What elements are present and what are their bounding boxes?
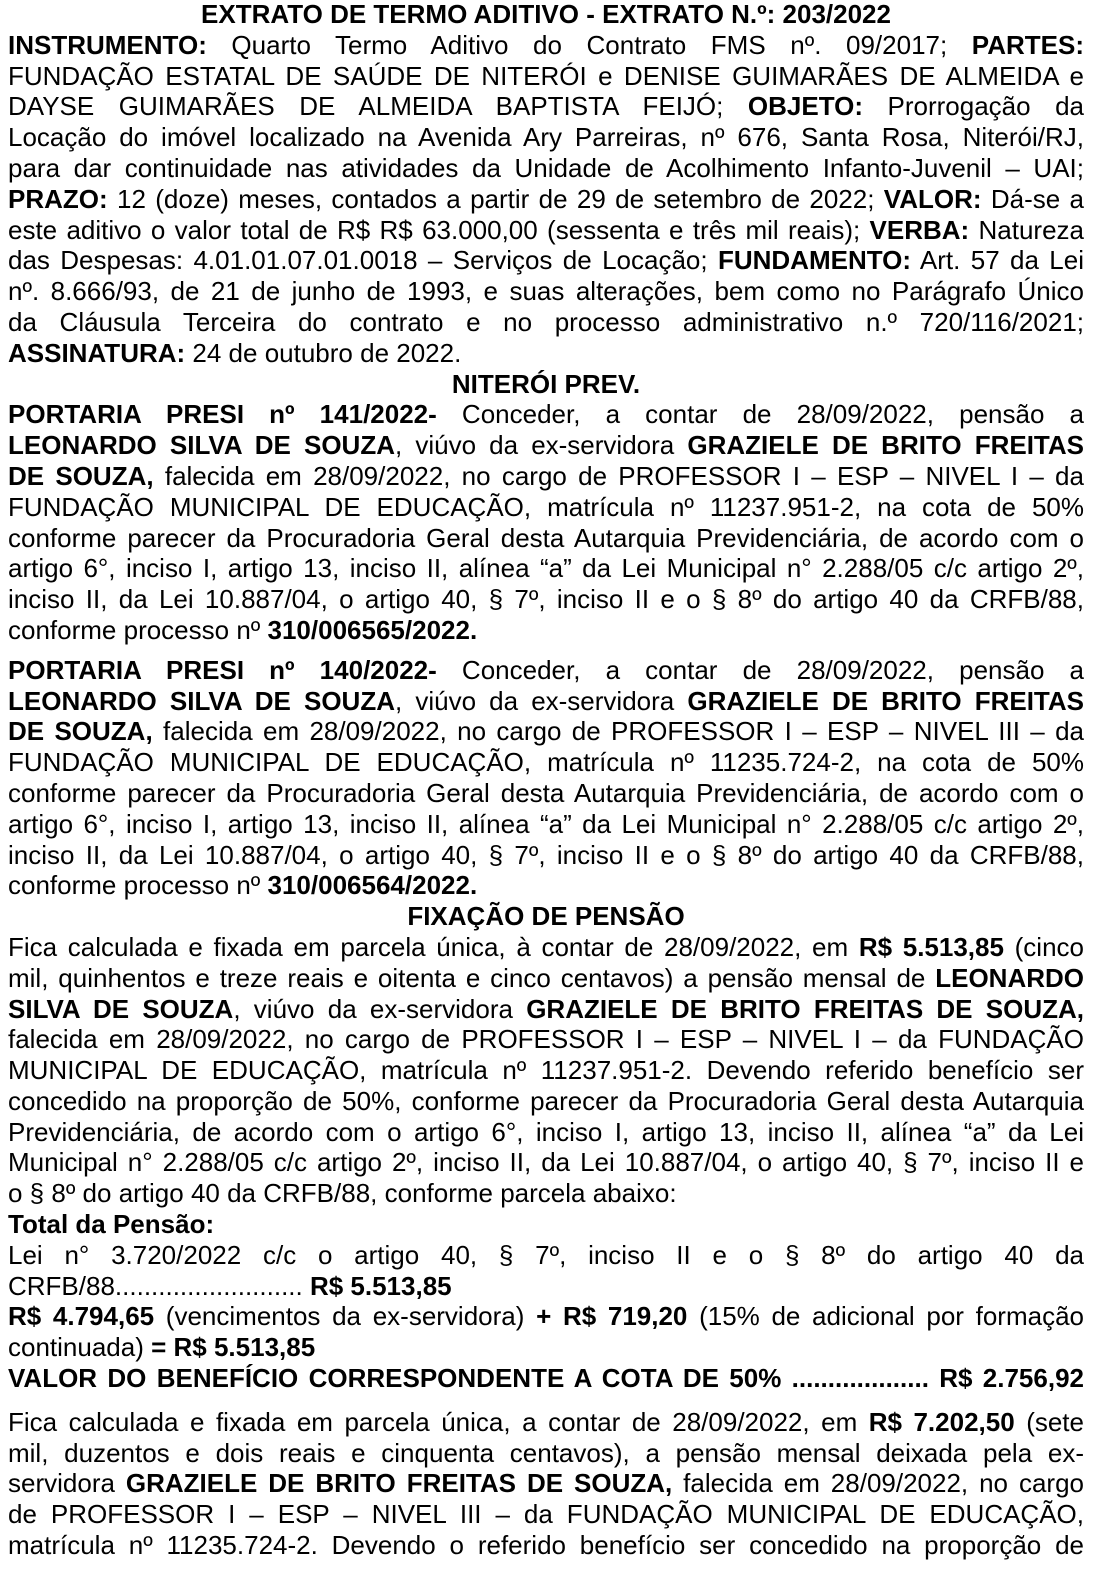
text-line — [8, 61, 1084, 92]
text: continuada) — [8, 1332, 152, 1363]
text-line — [8, 369, 1084, 400]
text: para dar continuidade nas atividades da Unidade de Acolhimento Infanto-Juvenil – UAI; — [8, 152, 1084, 183]
text: FUNDAÇÃO MUNICIPAL DE EDUCAÇÃO, matrícula nº 11237.951-2, na cota de 50% — [8, 491, 1084, 522]
text-line — [8, 1468, 1084, 1499]
text: falecida em 28/09/2022, no cargo de PROFESSOR I – ESP – NIVEL I – da FUNDAÇÃO — [8, 1024, 1084, 1055]
bold-text: NITERÓI PREV. — [451, 368, 641, 399]
gazette-page — [8, 0, 1084, 1561]
text: Conceder, a contar de 28/09/2022, pensão a — [436, 399, 1085, 430]
text: falecida em 28/09/2022, no cargo de PROFESSOR I – ESP – NIVEL I – da — [153, 460, 1084, 491]
text-line — [8, 553, 1084, 584]
total-pensao-label — [8, 1209, 1084, 1240]
bold-text: GRAZIELE DE BRITO FREITAS — [687, 430, 1084, 461]
bold-text: PORTARIA PRESI nº 140/2022- — [8, 654, 437, 685]
text: Previdenciária, de acordo com o artigo 6°, inciso I, artigo 13, inciso II, alínea “a” da Lei — [8, 1116, 1084, 1147]
text-line — [8, 1332, 1084, 1363]
text-line — [8, 338, 1084, 369]
text-line — [8, 809, 1084, 840]
bold-text: FIXAÇÃO DE PENSÃO — [407, 901, 685, 932]
fixacao-pensao-heading — [8, 901, 1084, 932]
text: concedido na proporção de 50%, conforme parecer da Procuradoria Geral desta Autarquia — [8, 1085, 1084, 1116]
text: , viúvo da ex-servidora — [233, 993, 527, 1024]
text: Dá-se a — [981, 183, 1084, 214]
total-pensao-soma — [8, 1301, 1084, 1363]
text: , viúvo da ex-servidora — [395, 430, 688, 461]
text-line — [8, 122, 1084, 153]
text-line — [8, 184, 1084, 215]
text: , viúvo da ex-servidora — [395, 685, 688, 716]
text: Lei n° 3.720/2022 c/c o artigo 40, § 7º, inciso II e o § 8º do artigo 40 da — [8, 1239, 1084, 1270]
text-line — [8, 1117, 1084, 1148]
text: Locação do imóvel localizado na Avenida Ary Parreiras, nº 676, Santa Rosa, Niterói/RJ, — [8, 122, 1084, 153]
text: CRFB/88.......................... — [8, 1270, 303, 1301]
valor-beneficio-cota — [8, 1363, 1084, 1394]
bold-text: DE SOUZA, — [8, 716, 153, 747]
text-line — [8, 1024, 1084, 1055]
text-line — [8, 584, 1084, 615]
portaria-141 — [8, 399, 1084, 645]
text: FUNDAÇÃO MUNICIPAL DE EDUCAÇÃO, matrícula nº 11235.724-2, na cota de 50% — [8, 747, 1084, 778]
text-line — [8, 461, 1084, 492]
text: Conceder, a contar de 28/09/2022, pensão a — [436, 654, 1085, 685]
text-line — [8, 870, 1084, 901]
text: conforme processo nº — [8, 870, 268, 901]
text-line — [8, 430, 1084, 461]
bold-text: R$ 5.513,85 — [858, 931, 1004, 962]
bold-text: INSTRUMENTO: — [8, 29, 207, 60]
bold-text: 310/006565/2022. — [267, 614, 478, 645]
bold-text: DE SOUZA, — [8, 460, 154, 491]
text: das Despesas: 4.01.01.07.01.0018 – Serviços de Locação; — [8, 245, 718, 276]
text-line — [8, 0, 1084, 30]
bold-text: Total da Pensão: — [8, 1209, 215, 1240]
text: conforme processo nº — [8, 614, 268, 645]
bold-text: R$ 4.794,65 — [8, 1301, 155, 1332]
text-line — [8, 1407, 1084, 1438]
text: Municipal n° 2.288/05 c/c artigo 2º, inciso II, da Lei 10.887/04, o artigo 40, § 7º, inciso II e — [8, 1147, 1084, 1178]
text: (vencimentos da ex-servidora) — [154, 1301, 537, 1332]
bold-text: PORTARIA PRESI nº 141/2022- — [8, 399, 437, 430]
text: mil, quinhentos e treze reais e oitenta e cinco centavos) a pensão mensal de — [8, 962, 936, 993]
text-line — [8, 932, 1084, 963]
bold-text: VALOR: — [883, 183, 982, 214]
text-line — [8, 399, 1084, 430]
text: Art. 57 da Lei — [911, 245, 1084, 276]
bold-text: PARTES: — [971, 29, 1084, 60]
text: inciso II, da Lei 10.887/04, o artigo 40, § 7º, inciso II e o § 8º do artigo 40 da CRFB/88, — [8, 584, 1084, 615]
text: mil, duzentos e dois reais e cinquenta centavos), a pensão mensal deixada pela ex- — [8, 1437, 1084, 1468]
text-line — [8, 615, 1084, 646]
text: de PROFESSOR I – ESP – NIVEL III – da FUNDAÇÃO MUNICIPAL DE EDUCAÇÃO, — [8, 1499, 1084, 1530]
text: FUNDAÇÃO ESTATAL DE SAÚDE DE NITERÓI e DENISE GUIMARÃES DE ALMEIDA e — [8, 60, 1084, 91]
portaria-140 — [8, 655, 1084, 901]
text: conforme parecer da Procuradoria Geral desta Autarquia Previdenciária, de acordo com o — [8, 777, 1084, 808]
text-line — [8, 91, 1084, 122]
text: artigo 6°, inciso I, artigo 13, inciso II, alínea “a” da Lei Municipal n° 2.288/05 c/c artigo 2º, — [8, 808, 1084, 839]
text: DAYSE GUIMARÃES DE ALMEIDA BAPTISTA FEIJÓ; — [8, 91, 748, 122]
text-line — [8, 840, 1084, 871]
bold-text: OBJETO: — [747, 91, 863, 122]
text-line — [8, 901, 1084, 932]
bold-text: LEONARDO — [935, 962, 1084, 993]
text-line — [8, 994, 1084, 1025]
text-line — [8, 1209, 1084, 1240]
bold-text: 310/006564/2022. — [267, 870, 478, 901]
bold-text: R$ 7.202,50 — [868, 1406, 1015, 1437]
text: o § 8º do artigo 40 da CRFB/88, conforme parcela abaixo: — [8, 1178, 677, 1209]
text-line — [8, 492, 1084, 523]
text-line — [8, 1363, 1084, 1394]
total-pensao-lei — [8, 1240, 1084, 1302]
text: este aditivo o valor total de R$ R$ 63.000,00 (sessenta e três mil reais); — [8, 214, 870, 245]
bold-text: R$ 5.513,85 — [302, 1270, 452, 1301]
text-line — [8, 686, 1084, 717]
text: artigo 6°, inciso I, artigo 13, inciso II, alínea “a” da Lei Municipal n° 2.288/05 c/c artigo 2º, — [8, 553, 1084, 584]
text-line — [8, 778, 1084, 809]
text: falecida em 28/09/2022, no cargo — [672, 1468, 1085, 1499]
text-line — [8, 1178, 1084, 1209]
text-line — [8, 153, 1084, 184]
text: inciso II, da Lei 10.887/04, o artigo 40, § 7º, inciso II e o § 8º do artigo 40 da CRFB/88, — [8, 839, 1084, 870]
text: Natureza — [969, 214, 1084, 245]
extrato-body — [8, 30, 1084, 369]
text-line — [8, 1499, 1084, 1530]
text-line — [8, 245, 1084, 276]
text: (sete — [1014, 1406, 1084, 1437]
calculo-pensao-graziele — [8, 1407, 1084, 1561]
text: da Cláusula Terceira do contrato e no processo administrativo n.º 720/116/2021; — [8, 306, 1084, 337]
text: (cinco — [1003, 931, 1084, 962]
text-line — [8, 1240, 1084, 1271]
text-line — [8, 30, 1084, 61]
bold-text: = R$ 5.513,85 — [151, 1332, 316, 1363]
bold-text: SILVA DE SOUZA — [8, 993, 234, 1024]
text-line — [8, 655, 1084, 686]
bold-text: LEONARDO SILVA DE SOUZA — [8, 430, 395, 461]
text-line — [8, 276, 1084, 307]
bold-text: ASSINATURA: — [8, 337, 186, 368]
text: falecida em 28/09/2022, no cargo de PROFESSOR I – ESP – NIVEL III – da — [152, 716, 1084, 747]
bold-text: FUNDAMENTO: — [717, 245, 912, 276]
text: (15% de adicional por formação — [687, 1301, 1085, 1332]
bold-text: GRAZIELE DE BRITO FREITAS DE SOUZA, — [125, 1468, 673, 1499]
text-line — [8, 716, 1084, 747]
text-line — [8, 523, 1084, 554]
text-line — [8, 747, 1084, 778]
text: servidora — [8, 1468, 126, 1499]
bold-text: EXTRATO DE TERMO ADITIVO - EXTRATO N.º: 203/2022 — [201, 0, 891, 29]
text: Quarto Termo Aditivo do Contrato FMS nº. 09/2017; — [206, 29, 972, 60]
niteroi-prev-heading — [8, 369, 1084, 400]
text: Prorrogação da — [863, 91, 1085, 122]
text: Fica calculada e fixada em parcela única, a contar de 28/09/2022, em — [8, 1406, 869, 1437]
bold-text: + R$ 719,20 — [536, 1301, 688, 1332]
text-line — [8, 1438, 1084, 1469]
text-line — [8, 1301, 1084, 1332]
bold-text: GRAZIELE DE BRITO FREITAS DE SOUZA, — [526, 993, 1084, 1024]
calculo-pensao-leonardo — [8, 932, 1084, 1209]
extrato-heading — [8, 0, 1084, 30]
text: conforme parecer da Procuradoria Geral desta Autarquia Previdenciária, de acordo com o — [8, 522, 1084, 553]
text-line — [8, 1055, 1084, 1086]
text-line — [8, 1530, 1084, 1561]
text: MUNICIPAL DE EDUCAÇÃO, matrícula nº 11237.951-2. Devendo referido benefício ser — [8, 1055, 1084, 1086]
text: Fica calculada e fixada em parcela única, à contar de 28/09/2022, em — [8, 931, 859, 962]
text-line — [8, 215, 1084, 246]
text-line — [8, 307, 1084, 338]
bold-text: PRAZO: — [8, 183, 108, 214]
bold-text: LEONARDO SILVA DE SOUZA — [8, 685, 395, 716]
text-line — [8, 1147, 1084, 1178]
text-line — [8, 1271, 1084, 1302]
text: 24 de outubro de 2022. — [185, 337, 462, 368]
text: nº. 8.666/93, de 21 de junho de 1993, e suas alterações, bem como no Parágrafo Único — [8, 276, 1084, 307]
bold-text: VALOR DO BENEFÍCIO CORRESPONDENTE A COTA DE 50% ................... R$ 2.756,92 — [8, 1363, 1084, 1394]
text: 12 (doze) meses, contados a partir de 29 de setembro de 2022; — [107, 183, 884, 214]
bold-text: GRAZIELE DE BRITO FREITAS — [687, 685, 1084, 716]
text: matrícula nº 11235.724-2. Devendo o referido benefício ser concedido na proporção de — [8, 1530, 1084, 1561]
text-line — [8, 1086, 1084, 1117]
bold-text: VERBA: — [869, 214, 970, 245]
text-line — [8, 963, 1084, 994]
